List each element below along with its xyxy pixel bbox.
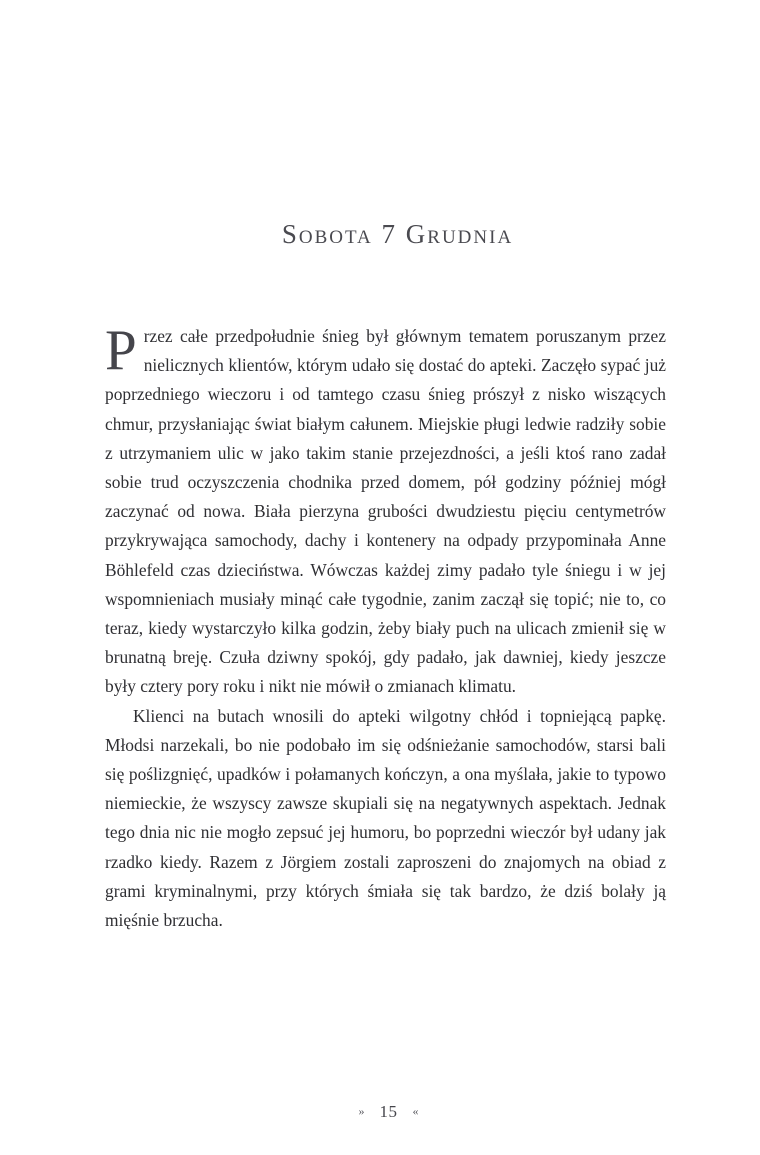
heading-day-number: 7 [381, 219, 398, 249]
heading-first-cap: S [281, 219, 299, 249]
heading-first-word-rest: obota [298, 219, 373, 249]
body-text-block [105, 319, 666, 935]
ornament-left-icon: » [358, 1104, 365, 1118]
heading-month-cap: G [405, 219, 428, 249]
paragraph-1: Przez całe przedpołudnie śnieg był głównym tematem poruszanym przez nielicznych klientów, którym udało się dostać do apteki. Zaczęło sypać już poprzedniego wieczoru i od tamtego czasu śnieg prószył z nisko wiszących chmur, przysłaniając świat białym całunem. Miejskie pługi ledwie radziły sobie z utrzymaniem ulic w jako takim stanie przejezdności, a jeśli ktoś rano zadał sobie trud oczyszczenia chodnika przed domem, pół godziny później mógł zaczynać od nowa. Biała pierzyna grubości dwudziestu pięciu centymetrów przykrywająca samochody, dachy i kontenery na odpady przypominała Anne Böhlefeld czas dzieciństwa. Wówczas każdej zimy padało tyle śniegu i w jej wspomnieniach musiały minąć całe tygodnie, zanim zaczął się topić; nie to, co teraz, kiedy wystarczyło kilka godzin, żeby biały puch na ulicach zmienił się w brunatną breję. Czuła dziwny spokój, gdy padało, jak dawniej, kiedy jeszcze były cztery pory roku i nikt nie mówił o zmianach klimatu. [105, 319, 666, 697]
heading-month-rest: rudnia [427, 219, 514, 249]
page-footer [0, 1079, 760, 1146]
ornament-right-icon: « [412, 1104, 419, 1118]
page-number: 15 [379, 1102, 398, 1121]
paragraph-2: Klienci na butach wnosili do apteki wilgotny chłód i topniejącą papkę. Młodsi narzekali, bo nie podobało im się odśnieżanie samochodów, starsi bali się poślizgnięć, upadków i połamanych kończyn, a ona myślała, jakie to typowo niemieckie, że wszyscy zawsze skupiali się na negatywnych aspektach. Jednak tego dnia nic nie mogło zepsuć jej humoru, bo poprzedni wieczór był udany jak rzadko kiedy. Razem z Jörgiem zostali zaproszeni do znajomych na obiad z grami kryminalnymi, przy których śmiała się tak bardzo, że dziś bolały ją mięśnie brzucha. [105, 705, 666, 931]
chapter-heading [0, 183, 760, 285]
